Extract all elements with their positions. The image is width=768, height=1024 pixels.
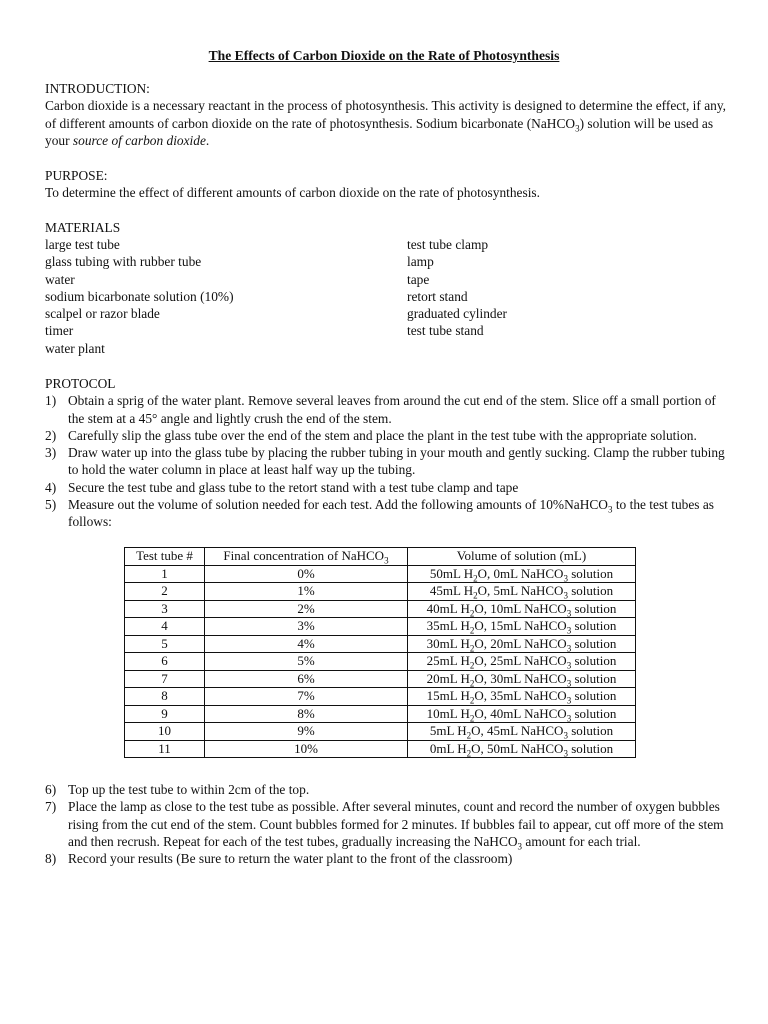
table-header-row xyxy=(125,548,636,566)
cell-test-tube: 7 xyxy=(125,670,205,688)
introduction-text: Carbon dioxide is a necessary reactant in the process of photosynthesis. This activity is designed to determine the effect, if any, of different amounts of carbon dioxide on the rate of photosynthesis. Sodium bicarbonate (NaHCO$_3$) solution will be used as your source of carbon dioxide. xyxy=(45,98,726,148)
table-row xyxy=(125,740,636,758)
list-item: timer xyxy=(45,323,74,339)
cell-test-tube: 2 xyxy=(125,583,205,601)
list-item: glass tubing with rubber tube xyxy=(45,254,202,270)
cell-volume: 35mL $H_2O$, 15mL NaHCO$_3$ solution xyxy=(408,618,636,636)
cell-volume: 5mL $H_2O$, 45mL NaHCO$_3$ solution xyxy=(408,723,636,741)
table-row xyxy=(125,670,636,688)
protocol-section-continued xyxy=(45,781,735,867)
purpose-heading: PURPOSE: xyxy=(45,168,108,183)
list-item: tape xyxy=(407,271,430,287)
materials-list-right xyxy=(407,236,707,340)
cell-test-tube: 10 xyxy=(125,723,205,741)
cell-test-tube: 1 xyxy=(125,565,205,583)
protocol-step: 8) Record your results (Be sure to return the water plant to the front of the classroom) xyxy=(45,851,513,867)
protocol-step: 2) Carefully slip the glass tube over the end of the stem and place the plant in the test tube with the appropriate solution. xyxy=(45,427,697,443)
list-item: large test tube xyxy=(45,237,120,252)
cell-concentration: 8% xyxy=(205,705,408,723)
table-row xyxy=(125,723,636,741)
cell-test-tube: 6 xyxy=(125,653,205,671)
cell-volume: 30mL $H_2O$, 20mL NaHCO$_3$ solution xyxy=(408,635,636,653)
cell-volume: 25mL $H_2O$, 25mL NaHCO$_3$ solution xyxy=(408,653,636,671)
cell-concentration: 3% xyxy=(205,618,408,636)
cell-test-tube: 8 xyxy=(125,688,205,706)
column-header-test-tube: Test tube # xyxy=(125,548,205,566)
cell-concentration: 6% xyxy=(205,670,408,688)
protocol-step: 6) Top up the test tube to within 2cm of the top. xyxy=(45,782,310,797)
materials-heading: MATERIALS xyxy=(45,220,121,235)
introduction-heading: INTRODUCTION: xyxy=(45,81,150,96)
list-item: lamp xyxy=(407,254,434,270)
cell-volume: 10mL $H_2O$, 40mL NaHCO$_3$ solution xyxy=(408,705,636,723)
protocol-steps xyxy=(45,392,735,530)
cell-concentration: 4% xyxy=(205,635,408,653)
column-header-volume: Volume of solution (mL) xyxy=(408,548,636,566)
cell-concentration: 9% xyxy=(205,723,408,741)
cell-concentration: 5% xyxy=(205,653,408,671)
list-item: water xyxy=(45,271,75,287)
list-item: test tube clamp xyxy=(407,237,489,252)
cell-test-tube: 4 xyxy=(125,618,205,636)
protocol-step: 7) Place the lamp as close to the test tube as possible. After several minutes, count and record the number of oxygen bubbles rising from the cut end of the stem. Count bubbles formed for 2 minutes. If bubbles fail to appear, cut off more of the stem and then recrush. Repeat for each of the test tubes, gradually increasing the NaHCO$_3$ amount for each trial. xyxy=(45,799,724,852)
table-row xyxy=(125,600,636,618)
cell-volume: 45mL $H_2O$, 5mL NaHCO$_3$ solution xyxy=(408,583,636,601)
cell-concentration: 1% xyxy=(205,583,408,601)
protocol-step: 3) Draw water up into the glass tube by placing the rubber tubing in your mouth and gently sucking. Clamp the rubber tubing to hold the water column in place at least half way up the tubing. xyxy=(45,445,725,478)
protocol-step: 1) Obtain a sprig of the water plant. Remove several leaves from around the cut end of the stem. Slice off a small portion of the stem at a 45° angle and lightly crush the end of the stem. xyxy=(45,393,716,426)
concentration-table xyxy=(124,547,636,758)
protocol-section xyxy=(45,375,735,531)
cell-test-tube: 9 xyxy=(125,705,205,723)
table-row xyxy=(125,653,636,671)
materials-list-left xyxy=(45,236,385,357)
table-row xyxy=(125,565,636,583)
introduction-section xyxy=(45,80,735,149)
cell-test-tube: 3 xyxy=(125,600,205,618)
protocol-heading: PROTOCOL xyxy=(45,376,116,391)
table-row xyxy=(125,688,636,706)
table-row xyxy=(125,583,636,601)
purpose-section xyxy=(45,167,735,202)
cell-volume: 50mL $H_2O$, 0mL NaHCO$_3$ solution xyxy=(408,565,636,583)
protocol-step: 4) Secure the test tube and glass tube to the retort stand with a test tube clamp and tape xyxy=(45,479,519,495)
list-item: scalpel or razor blade xyxy=(45,306,160,322)
cell-concentration: 2% xyxy=(205,600,408,618)
cell-volume: 20mL $H_2O$, 30mL NaHCO$_3$ solution xyxy=(408,670,636,688)
cell-test-tube: 11 xyxy=(125,740,205,758)
list-item: test tube stand xyxy=(407,323,484,339)
list-item: water plant xyxy=(45,340,105,356)
page-title: The Effects of Carbon Dioxide on the Rate of Photosynthesis xyxy=(208,48,560,63)
cell-volume: 15mL $H_2O$, 35mL NaHCO$_3$ solution xyxy=(408,688,636,706)
protocol-step: 5) Measure out the volume of solution needed for each test. Add the following amounts of 10%NaHCO$_3$ to the test tubes as follows: xyxy=(45,497,715,530)
table-row xyxy=(125,705,636,723)
purpose-text: To determine the effect of different amounts of carbon dioxide on the rate of photosynthesis. xyxy=(45,185,540,201)
column-header-concentration: Final concentration of NaHCO$_3$ xyxy=(205,548,408,566)
cell-volume: 40mL $H_2O$, 10mL NaHCO$_3$ solution xyxy=(408,600,636,618)
list-item: graduated cylinder xyxy=(407,306,508,322)
list-item: sodium bicarbonate solution (10%) xyxy=(45,288,234,304)
cell-concentration: 0% xyxy=(205,565,408,583)
cell-concentration: 10% xyxy=(205,740,408,758)
table-row xyxy=(125,635,636,653)
protocol-steps-continued xyxy=(45,781,735,867)
introduction-italic-text: source of carbon dioxide xyxy=(72,132,206,148)
list-item: retort stand xyxy=(407,288,468,304)
cell-concentration: 7% xyxy=(205,688,408,706)
cell-test-tube: 5 xyxy=(125,635,205,653)
cell-volume: 0mL $H_2O$, 50mL NaHCO$_3$ solution xyxy=(408,740,636,758)
table-row xyxy=(125,618,636,636)
